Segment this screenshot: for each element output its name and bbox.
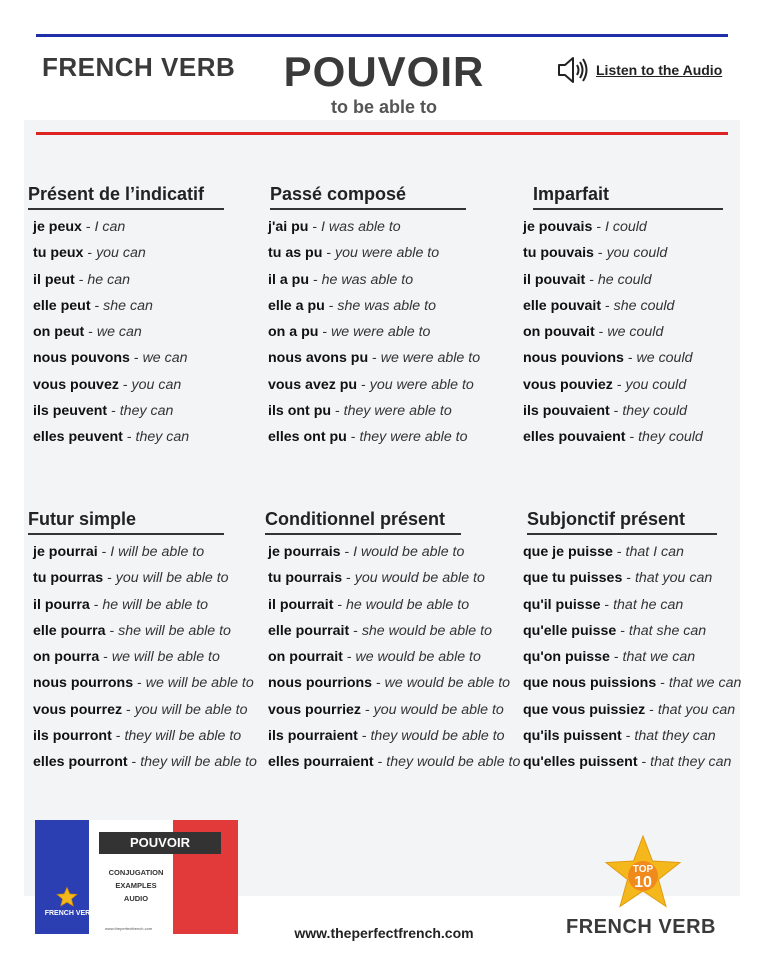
french-form: je pourrais (268, 544, 341, 560)
french-form: elles pourraient (268, 754, 374, 771)
top10-star-icon (604, 835, 682, 909)
english-translation: they could (638, 429, 703, 446)
conjugation-list (268, 539, 521, 776)
french-form: il pourra (33, 596, 90, 613)
english-translation: they could (622, 403, 688, 420)
french-form: je pourrai (33, 544, 98, 560)
conjugation-row (33, 749, 273, 775)
french-form: tu as pu (268, 245, 323, 262)
audio-link[interactable] (556, 55, 722, 85)
french-form: que vous puissiez (523, 701, 646, 718)
french-form: je peux (33, 219, 82, 235)
audio-link-label[interactable]: Listen to the Audio (596, 62, 723, 78)
separator: - (361, 701, 374, 718)
tense-title: Passé composé (270, 184, 466, 210)
english-translation: she will be able to (118, 622, 231, 639)
separator: - (612, 376, 626, 393)
book-lines (103, 866, 169, 905)
english-translation: they were able to (343, 403, 452, 420)
separator: - (324, 297, 338, 314)
french-form: vous pourrez (33, 701, 123, 718)
english-translation: you were able to (335, 245, 440, 262)
separator: - (593, 245, 607, 262)
separator: - (372, 675, 385, 692)
conjugation-row (523, 240, 768, 266)
conjugation-row (523, 345, 768, 371)
conjugation-row (268, 592, 510, 618)
separator: - (622, 570, 635, 587)
separator: - (645, 701, 658, 718)
conjugation-row (33, 319, 273, 345)
book-url: www.theperfectfrench.com (105, 926, 153, 931)
french-form: elles peuvent (33, 429, 123, 446)
english-translation: they were able to (359, 429, 468, 446)
english-translation: they can (135, 429, 190, 446)
french-form: ils ont pu (268, 403, 332, 420)
separator: - (89, 596, 103, 613)
separator: - (585, 271, 598, 288)
separator: - (309, 271, 322, 288)
separator: - (346, 429, 360, 446)
english-translation: you were able to (369, 376, 474, 393)
french-form: que je puisse (523, 544, 613, 560)
english-translation: she can (103, 297, 153, 314)
conjugation-row (268, 398, 515, 424)
french-form: qu'ils puissent (523, 728, 622, 745)
conjugation-row (33, 670, 273, 696)
english-translation: that they can (634, 728, 716, 745)
french-form: elles ont pu (268, 429, 347, 446)
french-form: ils peuvent (33, 403, 108, 420)
english-translation: that I can (625, 544, 684, 560)
conjugation-row (33, 267, 273, 293)
separator: - (637, 754, 651, 771)
separator: - (656, 675, 669, 692)
separator: - (105, 622, 119, 639)
english-translation: we could (636, 350, 693, 367)
french-form: nous pouvons (33, 350, 130, 367)
tense-section (265, 509, 521, 776)
french-form: il pouvait (523, 271, 586, 288)
conjugation-row (33, 723, 273, 749)
english-translation: that they can (650, 754, 732, 771)
english-translation: we were able to (380, 350, 481, 367)
separator: - (103, 570, 116, 587)
conjugation-row (268, 644, 510, 670)
english-translation: we will be able to (111, 649, 220, 666)
conjugation-row (268, 618, 510, 644)
tense-title: Futur simple (28, 509, 224, 535)
french-form: elles pouvaient (523, 429, 626, 446)
conjugation-row (268, 240, 515, 266)
separator: - (368, 350, 381, 367)
english-translation: that we can (668, 675, 742, 692)
conjugation-row (33, 345, 273, 371)
book-cover-image (35, 820, 238, 934)
conjugation-row (33, 644, 273, 670)
english-translation: she could (613, 297, 675, 314)
english-translation: you would be able to (354, 570, 485, 587)
english-translation: they will be able to (124, 728, 242, 745)
conjugation-row (268, 214, 515, 240)
english-translation: I would be able to (353, 544, 465, 560)
conjugation-row (268, 319, 515, 345)
tense-section (270, 184, 515, 451)
french-form: tu pourrais (268, 570, 343, 587)
separator: - (322, 245, 335, 262)
book-line: CONJUGATION (108, 868, 164, 877)
english-translation: I was able to (321, 219, 401, 235)
separator: - (342, 649, 356, 666)
conjugation-row (268, 749, 521, 775)
french-form: tu pouvais (523, 245, 594, 262)
conjugation-row (523, 398, 768, 424)
french-form: vous avez pu (268, 376, 358, 393)
english-translation: we can (142, 350, 188, 367)
english-translation: I could (605, 219, 647, 235)
english-translation: that you can (634, 570, 713, 587)
conjugation-row (523, 618, 768, 644)
french-form: elle pouvait (523, 297, 602, 314)
separator: - (623, 350, 637, 367)
conjugation-row (523, 697, 768, 723)
verb-meaning: to be able to (330, 97, 437, 117)
french-form: qu'elles puissent (523, 754, 638, 771)
conjugation-row (268, 723, 510, 749)
tense-section (28, 184, 273, 451)
french-form: ils pourront (33, 728, 112, 745)
english-translation: they would be able to (370, 728, 505, 745)
english-translation: you will be able to (115, 570, 229, 587)
english-translation: he was able to (321, 271, 414, 288)
french-form: vous pouvez (33, 376, 119, 393)
english-translation: she was able to (337, 297, 436, 314)
french-form: tu peux (33, 245, 84, 262)
conjugation-list (523, 539, 768, 776)
conjugation-row (268, 267, 515, 293)
english-translation: he could (597, 271, 652, 288)
separator: - (357, 728, 371, 745)
conjugation-row (33, 372, 273, 398)
conjugation-row (523, 372, 768, 398)
french-form: vous pourriez (268, 701, 362, 718)
tense-section (523, 184, 768, 451)
brand-label: FRENCH VERB (566, 916, 716, 938)
french-form: ils pouvaient (523, 403, 610, 420)
french-form: qu'il puisse (523, 596, 601, 613)
verb-title: POUVOIR (283, 48, 485, 95)
separator: - (111, 728, 125, 745)
english-translation: we would be able to (384, 675, 511, 692)
separator: - (342, 570, 355, 587)
conjugation-row (33, 398, 273, 424)
top-text: TOP (632, 864, 654, 875)
english-translation: we can (96, 324, 142, 341)
separator: - (621, 728, 635, 745)
english-translation: he can (87, 271, 130, 288)
english-translation: you can (131, 376, 182, 393)
french-form: il peut (33, 271, 75, 288)
english-translation: we could (607, 324, 664, 341)
separator: - (609, 403, 623, 420)
separator: - (118, 376, 132, 393)
tense-section (523, 509, 768, 776)
english-translation: you could (625, 376, 687, 393)
english-translation: she would be able to (361, 622, 492, 639)
french-form: elle pourra (33, 622, 106, 639)
french-form: que tu puisses (523, 570, 623, 587)
english-translation: we were able to (331, 324, 431, 341)
french-form: elle pourrait (268, 622, 350, 639)
separator: - (592, 219, 605, 235)
french-form: il a pu (268, 271, 309, 288)
conjugation-list (33, 214, 273, 451)
separator: - (81, 219, 95, 235)
conjugation-row (523, 293, 768, 319)
french-form: nous pourrons (33, 675, 134, 692)
english-translation: I will be able to (110, 544, 205, 560)
conjugation-row (523, 749, 768, 775)
conjugation-list (33, 539, 273, 776)
french-form: on pourra (33, 649, 100, 666)
separator: - (333, 596, 347, 613)
separator: - (318, 324, 332, 341)
conjugation-row (268, 539, 510, 565)
french-form: on pourrait (268, 649, 343, 666)
french-form: vous pouviez (523, 376, 613, 393)
separator: - (600, 596, 614, 613)
english-translation: you would be able to (373, 701, 504, 718)
book-label: FRENCH VERB (44, 910, 96, 917)
french-form: j'ai pu (268, 219, 309, 235)
conjugation-row (33, 214, 273, 240)
separator: - (612, 544, 626, 560)
conjugation-row (33, 565, 273, 591)
conjugation-row (33, 293, 273, 319)
french-form: on a pu (268, 324, 319, 341)
conjugation-row (33, 424, 273, 450)
french-form: elle peut (33, 297, 91, 314)
tense-title: Conditionnel présent (265, 509, 461, 535)
english-translation: that she can (628, 622, 707, 639)
tense-title: Subjonctif présent (527, 509, 717, 535)
conjugation-row (268, 670, 510, 696)
conjugation-row (268, 293, 515, 319)
english-translation: you can (96, 245, 146, 262)
french-form: elles pourront (33, 754, 128, 771)
conjugation-row (268, 424, 515, 450)
english-translation: we would be able to (355, 649, 481, 666)
separator: - (594, 324, 608, 341)
top-blue-rule (36, 34, 728, 37)
separator: - (625, 429, 639, 446)
separator: - (129, 350, 143, 367)
conjugation-row (523, 644, 768, 670)
red-rule (36, 132, 728, 135)
french-form: qu'elle puisse (523, 622, 617, 639)
conjugation-row (268, 372, 515, 398)
conjugation-row (33, 539, 273, 565)
separator: - (74, 271, 88, 288)
website-url[interactable]: www.theperfectfrench.com (294, 925, 474, 941)
french-form: que nous puissions (523, 675, 657, 692)
french-form: nous pouvions (523, 350, 624, 367)
conjugation-row (268, 697, 510, 723)
ten-text: 10 (634, 874, 652, 891)
category-heading: FRENCH VERB (42, 52, 236, 82)
conjugation-row (523, 424, 768, 450)
separator: - (349, 622, 362, 639)
french-form: nous pourrions (268, 675, 373, 692)
separator: - (609, 649, 623, 666)
star-icon (56, 886, 78, 908)
french-form: tu pourras (33, 570, 104, 587)
conjugation-row (523, 670, 768, 696)
english-translation: they will be able to (140, 754, 257, 771)
separator: - (122, 701, 135, 718)
separator: - (127, 754, 141, 771)
french-form: je pouvais (523, 219, 593, 235)
conjugation-row (523, 592, 768, 618)
french-form: elle a pu (268, 297, 325, 314)
french-form: on peut (33, 324, 85, 341)
separator: - (107, 403, 120, 420)
english-translation: I can (94, 219, 126, 235)
separator: - (90, 297, 104, 314)
speaker-icon[interactable] (556, 55, 590, 85)
separator: - (97, 544, 111, 560)
french-form: qu'on puisse (523, 649, 610, 666)
separator: - (373, 754, 387, 771)
separator: - (616, 622, 629, 639)
conjugation-list (268, 214, 515, 451)
tense-title: Présent de l’indicatif (28, 184, 224, 210)
separator: - (122, 429, 136, 446)
conjugation-list (523, 214, 768, 451)
english-translation: they would be able to (386, 754, 521, 771)
english-translation: you could (606, 245, 668, 262)
french-form: il pourrait (268, 596, 334, 613)
french-form: ils pourraient (268, 728, 358, 745)
conjugation-row (523, 723, 768, 749)
french-form: nous avons pu (268, 350, 369, 367)
english-translation: that he can (613, 596, 684, 613)
conjugation-row (268, 345, 515, 371)
separator: - (99, 649, 112, 666)
conjugation-row (33, 618, 273, 644)
english-translation: he will be able to (102, 596, 209, 613)
tense-section (28, 509, 273, 776)
english-translation: you will be able to (134, 701, 248, 718)
english-translation: we will be able to (145, 675, 254, 692)
separator: - (84, 324, 97, 341)
separator: - (601, 297, 614, 314)
conjugation-row (33, 697, 273, 723)
conjugation-row (33, 592, 273, 618)
book-badge: POUVOIR (99, 832, 221, 854)
french-form: on pouvait (523, 324, 595, 341)
separator: - (308, 219, 322, 235)
book-line: EXAMPLES (115, 881, 157, 890)
english-translation: that you can (657, 701, 736, 718)
conjugation-row (523, 267, 768, 293)
conjugation-row (523, 539, 768, 565)
separator: - (83, 245, 97, 262)
tense-title: Imparfait (533, 184, 723, 210)
english-translation: he would be able to (346, 596, 470, 613)
english-translation: that we can (622, 649, 696, 666)
separator: - (331, 403, 344, 420)
conjugation-row (33, 240, 273, 266)
separator: - (133, 675, 146, 692)
conjugation-row (268, 565, 510, 591)
english-translation: they can (119, 403, 174, 420)
separator: - (357, 376, 370, 393)
book-line: AUDIO (123, 894, 149, 903)
conjugation-row (523, 319, 768, 345)
conjugation-row (523, 565, 768, 591)
conjugation-row (523, 214, 768, 240)
separator: - (340, 544, 354, 560)
